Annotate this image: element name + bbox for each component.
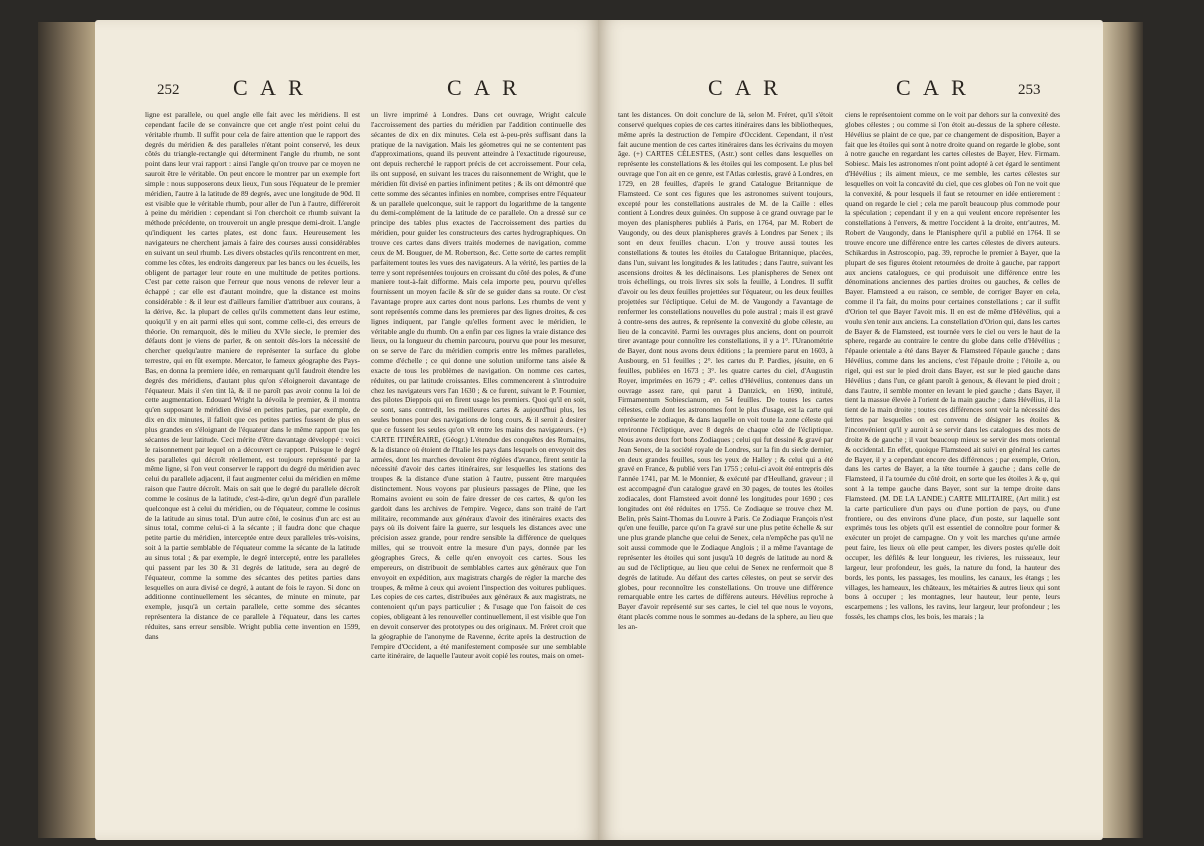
left-page [95,20,600,840]
running-head: C A R [233,75,307,100]
text-column: tant les distances. On doit conclure de là, selon M. Fréret, qu'il s'étoit conservé quelques copies de ces cartes itinéraires dans les bibliotheques, même après la destruction de l'empire d'Occident. Cependant, il n'est fait aucune mention de ces cartes itinéraires dans les écrivains du moyen âge. (+) CARTES CÉLESTES, (Astr.) sont celles dans lesquelles on représente les constellations & les étoiles qui les composent. Le plus bel ouvrage que l'on ait en ce genre, est l'Atlas cœlestis, gravé à Londres, en 1729, en 28 feuilles, d'après le grand Catalogue Britannique de Flamsteed. Ce sont ces figures que les astronomes suivent toujours, excepté pour les constellations australes de M. de la Caille : elles contient à Londres deux guinées. On suppose à ce grand ouvrage par le moyen des planispheres publiés à Paris, en 1764, par M. Robert de Vaugondy, ou des deux planispheres gravés à Londres par Senex ; ils sont en deux feuilles chacun. L'on y trouve aussi toutes les constellations & toutes les étoiles du Catalogue Britannique, placées, dans l'un, suivant les longitudes & les latitudes ; dans l'autre, suivant les ascensions droites & les déclinaisons. Les planispheres de Senex ont trois échellings, ou trois livres six sols la feuille, à Londres. Il suffit d'avoir ou les deux feuilles projettées sur l'équateur, ou les deux feuilles projettées sur l'écliptique. Celui de M. de Vaugondy a l'avantage de renfermer les constellations nouvelles du pole austral ; mais il est gravé à contre-sens des autres, & représente la convexité du globe céleste, au lieu de la concavité. Parmi les ouvrages plus anciens, dont on pourroit tirer avantage pour connoître les constellations, il y a 1°. l'Uranométrie de Bayer, dont nous avons deux éditions ; la premiere parut en 1603, à Ausbourg, en 51 feuilles ; 2°. les cartes du P. Pardies, jésuite, en 6 feuilles, publiées en 1673 ; 3°. les quatre cartes du ciel, d'Augustin Royer, imprimées en 1679 ; 4°. celles d'Hévélius, contenues dans un ouvrage assez rare, qui parut à Dantzick, en 1690, intitulé, Firmamentum Sobiescianum, en 54 feuilles. De toutes les cartes célestes, celle dont les astronomes font le plus d'usage, est la carte qui représente le zodiaque, & dans laquelle on voit toute la zone céleste qui environne l'écliptique, avec 8 degrés de chaque côté de l'écliptique. Nous avons deux fort bons Zodiaques ; celui qui fut dessiné & gravé par Jean Senex, de la société royale de Londres, sur la fin du siecle dernier, en deux grandes feuilles, sous les yeux de Halley ; & celui qui a été gravé en France, & publié vers l'an 1755 ; celui-ci avoit été entrepris dès l'année 1741, par M. le Monnier, & exécuté par d'Heulland, graveur ; il est accompagné d'un catalogue gravé en 30 pages, de toutes les étoiles zodiacales, dont Flamsteed avoit donné les longitudes pour 1690 ; ces longitudes ont été réduites en 1755. Ce Zodiaque se trouve chez M. Belin, près Saint-Thomas du Louvre à Paris. Ce Zodiaque François n'est qu'en une feuille, parce qu'on l'a gravé sur une plus petite échelle & sur une plus grande planche que celui de Senex, cela n'empêche pas qu'il ne soit aussi commode que le Zodiaque Anglois ; il a même l'avantage de représenter les étoiles qui sont jusqu'à 10 degrés de latitude au nord & au sud de l'écliptique, au lieu que celui de Senex ne renfermoit que 8 degrés de latitude. Au défaut des cartes célestes, on peut se servir des globes, pour reconnoître les constellations. On trouve une différence remarquable entre les cartes de différens auteurs. Hévélius reproche à Bayer d'avoir représenté sur ses cartes, le ciel tel que nous le voyons, étant placés comme nous le sommes au-dedans de la sphere, au lieu que les an- [618,110,833,631]
right-page [598,20,1103,840]
running-head: C A R [447,75,521,100]
right-page-edge [1103,22,1143,838]
page-number: 252 [157,82,180,98]
text-column: ciens le représentoient comme on le voit par dehors sur la convexité des globes célestes ; ou comme si l'on étoit au-dessus de la sphere céleste. Hévélius se plaint de ce que, par ce changement de disposition, Bayer a fait que les étoiles qui sont à notre droite quand on regarde le globe, sont à notre gauche en regardant les cartes célestes de Bayer, Hev. Firmam. Sobiesc. Mais les astronomes n'ont point adopté à cet égard le sentiment d'Hévélius ; ils aiment mieux, ce me semble, les cartes célestes sur lesquelles on voit la concavité du ciel, que ces globes où l'on ne voit que la convexité, & pour lesquels il faut se retourner en idée entierement : quand on regarde le ciel ; cela me paroît beaucoup plus commode pour la spéculation ; cependant il y en a qui veulent encore représenter les constellations à l'envers, & mettre l'occident à la droite, entr'autres, M. Robert de Vaugondy, dans le Planisphere qu'il a publié en 1764. Il se trouve encore une différence entre les cartes célestes de divers auteurs. Schikardus in Astroscopio, pag. 39, reproche le premier à Bayer, que la plupart de ses figures étoient retournées de droite à gauche, par rapport aux anciens catalogues, ce qui produisoit une différence entre les dénominations anciennes des parties droites ou gauches, & celles de Bayer. Flamsteed a eu raison, ce semble, de corriger Bayer en cela, comme il l'a fait, du moins pour certaines constellations ; car il suffit d'Orion tel que Bayer l'avoit mis. Il en est de même d'Hévélius, qui a voulu s'en tenir aux anciens. La constellation d'Orion qui, dans les cartes de Bayer & de Flamsteed, est tournée vers le ciel ou vers le haut de la sphere, regarde au contraire le centre du globe dans celle d'Hévélius ; l'épaule orientale a été dans Bayer & Flamsteed l'épaule gauche ; dans Hévélius, comme dans les anciens, c'est l'épaule droite ; l'étoile a, ou rigel, qui est sur le pied droit dans Bayer, est sur le pied gauche dans Hévélius ; dans l'un, ce géant paroît à genoux, & élevant le pied droit ; dans l'autre, il semble monter en levant le pied gauche ; dans Bayer, il tient la massue élevée à l'orient de la main gauche ; dans Hévélius, il la tient de la main droite ; toutes ces différences sont voir la nécessité des lettres par lesquelles on est convenu de désigner les étoiles & l'inconvénient qu'il y auroit à se servir dans les catalogues des mots de droite & de gauche ; il vaut beaucoup mieux se servir des mots oriental & occidental. En effet, quoique Flamsteed ait suivi en général les cartes de Bayer, il y a cependant encore des différences ; par exemple, Orion, dans les cartes de Bayer, a la tête tournée à gauche ; dans celle de Flamsteed, il l'a tournée du côté droit, en sorte que les étoiles λ & φ, qui sont à la tempe gauche dans Bayer, sont sur la tempe droite dans Flamsteed. (M. DE LA LANDE.) CARTE MILITAIRE, (Art milit.) est la carte particuliere d'un pays ou d'une portion de pays, ou d'une frontiere, ou des environs d'une place, d'un poste, sur laquelle sont exprimés tous les objets qu'il est essentiel de connoître pour former & exécuter un projet de campagne. On y voit les marches qu'une armée peut faire, les lieux où elle peut camper, les divers postes qu'elle doit occuper, les défilés & leur longueur, les rivieres, les ruisseaux, leur largeur, leur profondeur, les gués, la nature du fond, la hauteur des bords, les ponts, les passages, les moulins, les canaux, les étangs ; les villages, les hameaux, les châteaux, les métairies & autres lieux qui sont bons à occuper ; les montagnes, leur hauteur, leur pente, leurs escarpemens ; les vallons, les ravins, leur largeur, leur profondeur ; les fossés, les champs clos, les bois, les marais ; la [845,110,1060,622]
running-head: C A R [708,75,782,100]
text-column: un livre imprimé à Londres. Dans cet ouvrage, Wright calcule l'accroissement des parties du méridien par l'addition continuelle des sécantes de dix en dix minutes. Cela est à-peu-près suffisant dans la pratique de la navigation. Mais les géometres qui ne se contentent pas d'approximations, quand ils peuvent atteindre à l'exactitude rigoureuse, ont depuis recherché le rapport précis de cet accroissement. Pour cela, ils ont supposé, en suivant les traces du raisonnement de Wright, que le méridien fût divisé en parties infiniment petites ; & ils ont démontré que cette somme des sécantes infinies en nombre, comprises entre l'équateur & un parallele quelconque, suit le rapport du logarithme de la tangente du demi-complément de la latitude de ce parallele. On a dressé sur ce principe des tables plus exactes de l'accroissement des parties du méridien, pour guider les constructeurs des cartes hydrographiques. On trouve ces cartes dans divers traités modernes de navigation, comme ceux de M. Bouguer, de M. Robertson, &c. Cette sorte de cartes remplit parfaitement toutes les vues des navigateurs. A la vérité, les parties de la terre y sont représentées toujours en croissant du côté des poles, & d'une maniere tout-à-fait difforme. Mais cela importe peu, pourvu qu'elles fournissent un moyen facile & sûr de se guider dans sa route. Or c'est l'avantage propre aux cartes dont nous parlons. Les rhumbs de vent y sont représentés comme dans les premieres par des lignes droites, & ces lignes indiquent, par l'angle qu'elles forment avec le méridien, le véritable angle du rhumb. On a enfin par ces lignes la vraie distance des lieux, ou la longueur du chemin parcouru, pourvu que pour les mesurer, on se serve de l'arc du méridien compris entre les mêmes paralleles, comme d'échelle ; ce qui donne une solution uniforme tans aisée & exacte de tous les problèmes de navigation. On nomme ces cartes, réduites, ou par latitude croissantes. Elles commencerent à s'introduire chez les navigateurs vers l'an 1630 ; & ce furent, suivant le P. Fournier, des pilotes Dieppois qui en firent usage les premiers. Quoi qu'il en soit, ce sont, sans contredit, les meilleures cartes & aujourd'hui plus, les seules bonnes pour des navigations de long cours, & il seroit à desirer que ce fussent les seules qu'on vît entre les mains des navigateurs. (+) CARTE ITINÉRAIRE, (Géogr.) L'étendue des conquêtes des Romains, & la distance où étoient de l'Italie les pays dans lesquels on envoyoit des armées, dont les marches devoient être réglées d'avance, firent sentir la nécessité d'avoir des cartes itinéraires, sur lesquelles les stations des troupes & la distance d'une station à l'autre, pussent être marquées distinctement. Nous voyons par plusieurs passages de Pline, que les Romains avoient eu soin de faire dresser de ces cartes, & qu'on les gardoit dans les archives de l'empire. Vegece, dans son traité de l'art militaire, recommande aux généraux d'avoir des itinéraires exacts des pays où ils doivent faire la guerre, sur lesquels les distances avec une précision assez grande, pour rendre sensible la différence de quelques milles, qui se trouvoit entre la mesure d'un pays, donnée par les géographes Grecs, & celle qu'en envoyoit ces cartes. Sous les empereurs, on distribuoit de semblables cartes aux généraux que l'on envoyoit en expédition, aux magistrats chargés de régler la marche des troupes, & même à ceux qui avoient l'inspection des voitures publiques. Les copies de ces cartes, distribuées aux généraux & aux magistrats, ne contenoient qu'un pays particulier ; & l'usage que l'on faisoit de ces copies, obligeant à les renouveller continuellement, il est visible que l'on en devoit conserver des prototypes ou des originaux. M. Fréret croit que la géographie de l'anonyme de Ravenne, écrite après la destruction de l'empire d'Occident, a été manifestement composée sur une semblable carte itinéraire, de laquelle l'auteur avoit copié les routes, mais on omet- [371,110,586,661]
page-number: 253 [1018,82,1041,98]
left-page-edge [38,22,96,838]
running-head: C A R [896,75,970,100]
text-column: ligne est parallele, ou quel angle elle fait avec les méridiens. Il est cependant facile de se convaincre que cet angle n'est point celui du véritable rhumb. Il suffit pour cela de faire attention que le rapport des degrés du méridien & des paralleles n'étant point conservé, les deux côtés du triangle-rectangle qui déterminent l'angle du rhumb, ne sont point dans leur vrai rapport : ainsi l'angle qu'on trouve par ce moyen ne sauroit être le véritable. On peut encore le montrer par un exemple fort simple : nous supposerons deux lieux, l'un sous l'équateur de le premier méridien, l'autre à la latitude de 89 degrés, avec une longitude de 90d. Il est visible que le véritable rhumb, pour aller de l'un à l'autre, différeroit à peine du méridien : cependant si l'on cherchoit ce rhumb suivant la méthode précédente, on trouveroit un angle presque demi-droit. L'angle qu'indiquent les cartes plates, est donc faux. Heureusement les navigateurs ne cherchent jamais à faire des courses aussi considérables en suivant un seul rhumb. Les divers obstacles qu'ils rencontrent en mer, comme les côtes, les endroits dangereux par les bancs ou les écueils, les obligent de partager leur route en une multitude de petites portions. C'est par cette raison que l'erreur que nous venons de relever leur a échappé ; car elle est d'autant moindre, que la distance est moins considérable : & il leur est d'ailleurs familier d'attribuer aux courans, à la dérive, &c. la plupart de celles qu'ils commettent dans leur estime, quoiqu'il y en ait parmi elles qui sont, comme celle-ci, des erreurs de théorie. On remarquoit, dès le milieu du XVIe siecle, le premier des défauts dont je viens de parler, & on sentoit dès-lors la nécessité de chercher quelqu'autre maniere de représenter la surface du globe terrestre, qui en fût exempte. Mercator, le fameux géographe des Pays-Bas, en donna la premiere idée, en remarquant qu'il faudroit étendre les degrés des méridiens, d'autant plus qu'on s'éloigneroit davantage de l'équateur. Mais il s'en tint là, & il ne paroît pas avoir connu la loi de cette augmentation. Edouard Wright la dévoila le premier, & il montra qu'en supposant le méridien divisé en petites parties, par exemple, de dix en dix minutes, il falloit que ces petites parties fussent de plus en plus grandes en s'éloignant de l'équateur dans le même rapport que les sécantes de leur latitude. Ceci mérite d'être davantage développé : voici le raisonnement par lequel on a découvert ce rapport. Puisque le degré des paralleles qui décroît réellement, est toujours représenté par la même ligne, si l'on veut conserver le rapport du degré du méridien avec celui du parallele adjacent, il faut augmenter celui du méridien en même raison que l'autre décroît. Mais on sait que le degré du parallele décroît comme le cosinus de la latitude, c'est-à-dire, qu'un degré d'un parallele quelconque est à celui du méridien, ou de l'équateur, comme le cosinus de la latitude au sinus total. D'un autre côté, le cosinus d'un arc est au sinus total, comme celui-ci à la sécante ; il faudra donc que chaque petite partie du méridien, interceptée entre deux paralleles très-voisins, soit à la partie semblable de l'équateur comme la sécante de la latitude au sinus total ; & par exemple, le degré intercepté, entre les paralleles qui passent par les 30 & 31 degrés de latitude, sera au degré de l'équateur, comme la somme des sécantes des petites parties dans lesquelles on aura divisé ce degré, à autant de fois le rayon. Si donc on additionne continuellement les sécantes, de minute en minute, par exemple, jusqu'à un certain parallele, cette somme des sécantes représentera la distance de ce parallele à l'équateur, dans les cartes réduites, sans erreur sensible. Wright publia cette invention en 1599, dans [145,110,360,641]
